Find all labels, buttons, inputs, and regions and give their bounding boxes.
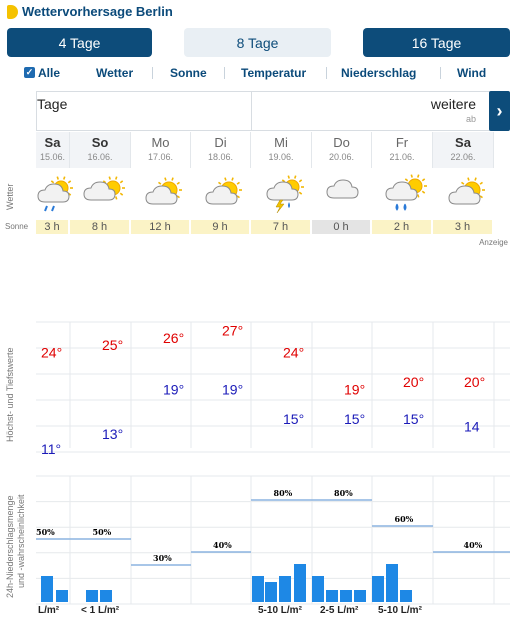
divider: [251, 92, 252, 130]
sunshine-hours: 3 h: [433, 220, 492, 234]
day-column-header[interactable]: [312, 132, 372, 168]
precipitation-amount-label: 2-5 L/m²: [320, 605, 359, 616]
probability-label: 80%: [334, 488, 353, 498]
day-name: Sa: [44, 135, 61, 150]
day-date: 16.06.: [87, 152, 113, 162]
page-title: Wettervorhersage Berlin: [22, 4, 173, 19]
low-temp-label: 19°: [163, 381, 185, 398]
day-column-header[interactable]: [433, 132, 494, 168]
cloud-sun-icon: [70, 172, 131, 216]
precipitation-bar: [41, 576, 53, 602]
probability-label: 80%: [273, 488, 293, 498]
divider: [326, 67, 327, 79]
day-date: 22.06.: [450, 152, 476, 162]
day-name: Sa: [455, 135, 471, 150]
day-name: Mo: [151, 135, 170, 150]
day-date: 20.06.: [328, 152, 355, 162]
divider: [224, 67, 225, 79]
precipitation-amount-label: 5-10 L/m²: [258, 605, 302, 616]
tab-label: 8 Tage: [236, 34, 279, 51]
precipitation-bar: [56, 590, 68, 602]
low-temp-label: 15°: [403, 411, 425, 428]
high-temp-label: 20°: [464, 374, 486, 391]
day-name: Mi: [274, 135, 288, 150]
high-temp-label: 24°: [283, 344, 305, 361]
day-column-header[interactable]: [372, 132, 433, 168]
checkbox-all[interactable]: ✓: [25, 67, 34, 77]
cloud-icon: [312, 172, 372, 216]
precipitation-bar: [252, 576, 264, 602]
precipitation-bar: [294, 564, 306, 602]
ad-label: Anzeige: [479, 238, 508, 247]
tab-16-days[interactable]: [363, 28, 510, 57]
probability-label: 50%: [92, 527, 112, 537]
precipitation-bar: [372, 576, 384, 602]
precipitation-amount-label: L/m²: [38, 605, 60, 616]
probability-label: 40%: [463, 540, 483, 550]
page-header: [0, 0, 514, 26]
rain-axis-label-2: und -wahrscheinlichkeit: [16, 494, 26, 588]
high-temp-label: 24°: [41, 344, 63, 361]
divider: [152, 67, 153, 79]
filter-sonne[interactable]: Sonne: [170, 66, 207, 80]
probability-label: 50%: [36, 527, 55, 537]
low-temp-label: 15°: [344, 411, 366, 428]
sunshine-hours: 7 h: [251, 220, 310, 234]
temp-axis-label: Höchst- und Tiefstwerte: [5, 347, 15, 442]
row-label-wetter: Wetter: [5, 183, 15, 210]
sunshine-hours: 12 h: [131, 220, 189, 234]
chevron-right-icon[interactable]: ›: [489, 91, 510, 131]
sunshine-hours: 9 h: [191, 220, 249, 234]
sunshine-hours: 3 h: [36, 220, 68, 234]
high-temp-label: 25°: [102, 337, 124, 354]
day-column-header[interactable]: [70, 132, 131, 168]
precipitation-amount-label: < 1 L/m²: [81, 605, 120, 616]
day-date: 18.06.: [207, 152, 234, 162]
sun-cloud-icon: [131, 172, 191, 216]
sunshine-hours: 8 h: [70, 220, 129, 234]
strip-right-label[interactable]: weitere: [430, 96, 476, 112]
day-column-header[interactable]: [131, 132, 191, 168]
day-date: 15.06.: [39, 152, 66, 162]
low-temp-label: 13°: [102, 426, 124, 442]
day-date: 19.06.: [268, 152, 294, 162]
day-name: Fr: [395, 135, 409, 150]
precipitation-amount-label: 5-10 L/m²: [378, 605, 422, 616]
low-temp-label: 11°: [41, 440, 62, 457]
precipitation-bar: [265, 582, 277, 602]
high-temp-label: 27°: [222, 322, 244, 339]
tab-label: 16 Tage: [411, 34, 462, 51]
day-column-header[interactable]: [36, 132, 70, 168]
low-temp-label: 14: [464, 418, 480, 435]
day-column-header[interactable]: [191, 132, 251, 168]
strip-left-label[interactable]: Tage: [37, 96, 68, 112]
precipitation-bar: [400, 590, 412, 602]
day-column-header[interactable]: [251, 132, 312, 168]
sunshine-hours: 0 h: [312, 220, 370, 234]
day-name: Do: [333, 135, 350, 150]
day-date: 21.06.: [389, 152, 415, 162]
probability-label: 40%: [213, 540, 232, 550]
filter-niederschlag[interactable]: Niederschlag: [341, 66, 417, 80]
tab-8-days[interactable]: [184, 28, 331, 57]
filter-bar: [0, 62, 514, 84]
filter-all[interactable]: Alle: [38, 66, 61, 80]
rain-axis-label-1: 24h-Niederschlagsmenge: [5, 495, 15, 598]
strip-right-sub: ab: [465, 114, 476, 124]
period-strip: [36, 91, 490, 131]
high-temp-label: 26°: [163, 329, 185, 346]
low-temp-label: 19°: [222, 381, 244, 398]
divider: [440, 67, 441, 79]
precipitation-bar: [312, 576, 324, 602]
precipitation-bar: [86, 590, 98, 602]
sun-cloud-icon: [433, 172, 494, 216]
day-name: So: [91, 135, 109, 150]
day-name: Di: [214, 135, 227, 150]
cloud-sun-rain-icon: [372, 172, 433, 216]
precipitation-bar: [354, 590, 366, 602]
probability-label: 30%: [153, 553, 172, 563]
precipitation-bar: [279, 576, 291, 602]
precipitation-bar: [326, 590, 338, 602]
probability-label: 60%: [394, 514, 414, 524]
tab-4-days[interactable]: [7, 28, 152, 57]
high-temp-label: 20°: [403, 374, 425, 391]
temperature-chart: [36, 318, 510, 457]
precipitation-bar: [100, 590, 112, 602]
filter-wetter[interactable]: Wetter: [96, 66, 134, 80]
low-temp-label: 15°: [283, 411, 305, 428]
row-label-sonne: Sonne: [5, 222, 29, 231]
filter-temperatur[interactable]: Temperatur: [241, 66, 307, 80]
precipitation-chart: [36, 474, 510, 604]
sun-cloud-rain-icon: [36, 172, 70, 216]
high-temp-label: 19°: [344, 381, 366, 398]
filter-wind[interactable]: Wind: [457, 66, 487, 80]
location-icon: [7, 5, 18, 19]
day-date: 17.06.: [147, 152, 174, 162]
precipitation-bar: [386, 564, 398, 602]
sunshine-hours: 2 h: [372, 220, 431, 234]
sun-cloud-icon: [191, 172, 251, 216]
tab-label: 4 Tage: [58, 34, 101, 51]
precipitation-bar: [340, 590, 352, 602]
sun-cloud-thunder-icon: [251, 172, 312, 216]
